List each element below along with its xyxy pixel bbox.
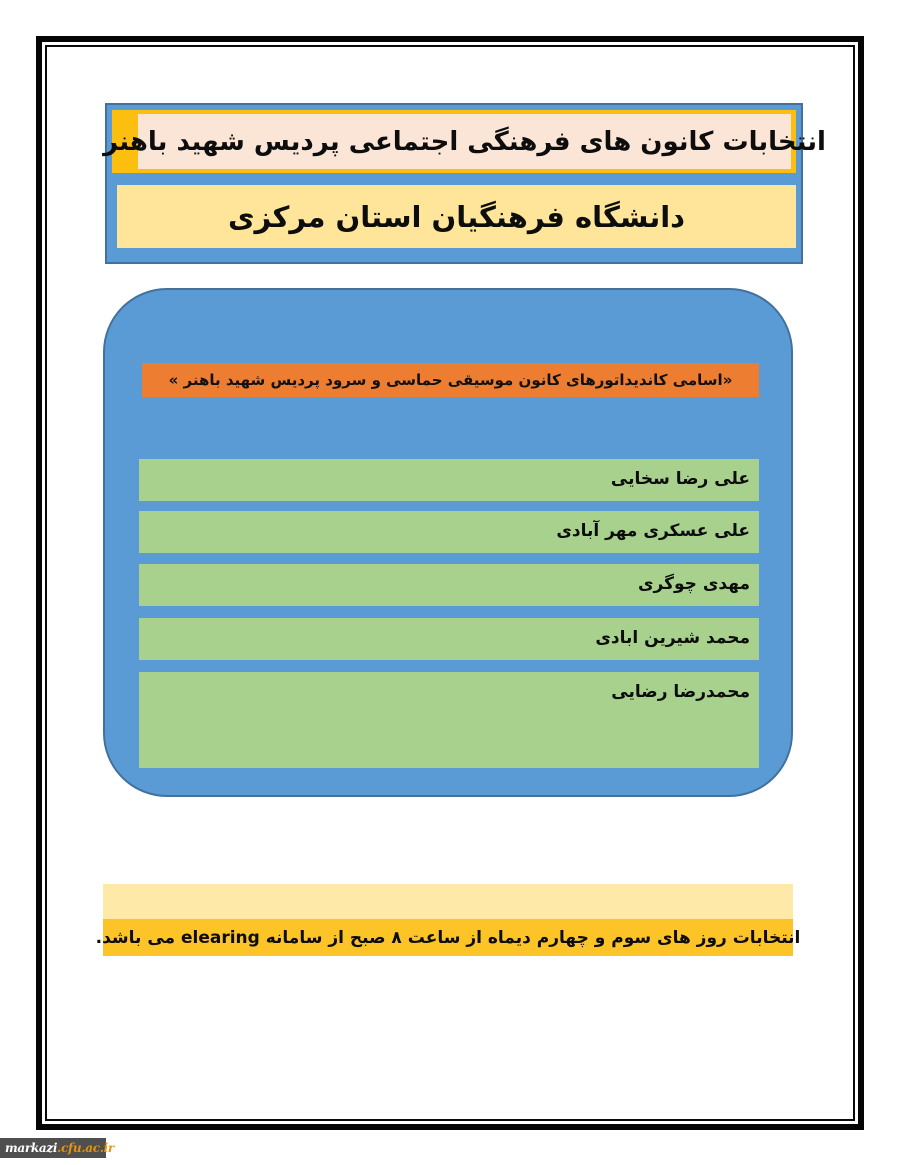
watermark-site-domain: .cfu.ac.ir [57,1141,114,1155]
header-title-panel [103,114,826,169]
header-gold-strip [103,110,826,173]
candidate-row: مهدی چوگری [139,564,759,606]
candidates-panel [103,288,793,797]
candidate-row: علی رضا سخایی [139,459,759,501]
election-notice-text: انتخابات روز های سوم و چهارم دیماه از ساعت ۸ صبح از سامانه elearing می باشد. [103,919,793,956]
candidates-list-title: «اسامی کاندیداتورهای کانون موسیقی حماسی و سرود پردیس شهید باهنر » [142,363,759,397]
header-subtitle-panel [117,185,796,248]
watermark-site-name: markazi [5,1141,58,1155]
candidate-row: محمدرضا رضایی [139,672,759,768]
header-box [103,103,826,264]
election-notice-banner [95,884,801,956]
candidate-row: علی عسکری مهر آبادی [139,511,759,553]
site-watermark [0,1138,114,1158]
candidate-row: محمد شیرین ابادی [139,618,759,660]
banner-light-strip [103,884,793,919]
poster-title: انتخابات کانون های فرهنگی اجتماعی پردیس شهید باهنر [103,126,826,157]
university-name: دانشگاه فرهنگیان استان مرکزی [227,199,686,234]
